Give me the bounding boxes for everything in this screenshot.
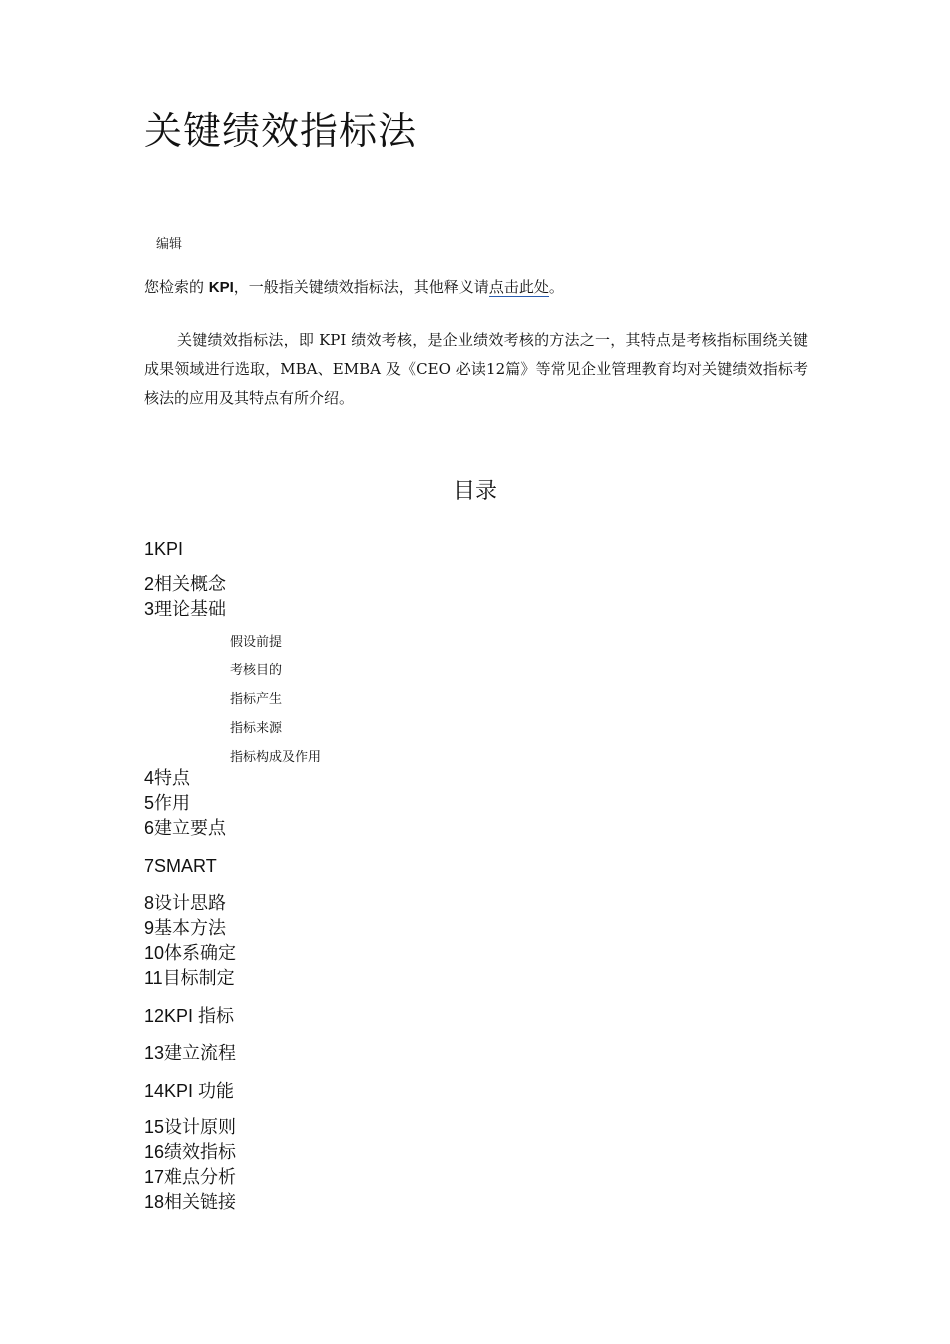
toc-item-label: 体系确定: [164, 943, 237, 964]
toc-item-label: 假设前提: [230, 635, 283, 650]
toc-item-label: KPI 功能: [164, 1081, 235, 1101]
toc-item-label: 基本方法: [154, 918, 227, 939]
toc-item-label: 作用: [154, 793, 191, 814]
edit-link[interactable]: 编辑: [156, 237, 183, 252]
toc-item-label: KPI: [154, 539, 184, 559]
toc-item[interactable]: [144, 816, 226, 841]
toc-item[interactable]: [144, 537, 183, 562]
toc-subitem[interactable]: [230, 749, 321, 767]
toc-item-number: 17: [144, 1167, 165, 1187]
toc-item[interactable]: [144, 1004, 234, 1029]
toc-item-label: 建立要点: [154, 818, 227, 839]
toc-item[interactable]: [144, 891, 226, 916]
toc-item-label: 理论基础: [154, 599, 227, 620]
disambiguation-middle: ，一般指关键绩效指标法，其他释义请: [233, 278, 489, 296]
toc-item[interactable]: [144, 1115, 236, 1140]
toc-item-number: 4: [144, 768, 155, 788]
toc-item[interactable]: [144, 597, 226, 622]
disambiguation-suffix: 。: [548, 278, 564, 296]
other-meanings-link[interactable]: 点击此处: [488, 278, 549, 296]
toc-item[interactable]: [144, 966, 235, 991]
toc-item[interactable]: [144, 1041, 236, 1066]
toc-item-number: 6: [144, 818, 155, 838]
page-title: 关键绩效指标法: [144, 109, 418, 153]
disambiguation-prefix: 您检索的: [144, 278, 209, 296]
toc-item[interactable]: [144, 1079, 234, 1104]
toc-item-label: 相关链接: [164, 1192, 237, 1213]
toc-item[interactable]: [144, 766, 190, 791]
toc-item-number: 1: [144, 539, 155, 559]
toc-item-label: 指标构成及作用: [230, 750, 322, 765]
toc-item-label: SMART: [154, 856, 217, 876]
toc-item-number: 8: [144, 893, 155, 913]
toc-item[interactable]: [144, 916, 226, 941]
toc-item-label: 难点分析: [164, 1167, 237, 1188]
toc-item[interactable]: [144, 1140, 236, 1165]
intro-paragraph: 关键绩效指标法，即 KPI 绩效考核，是企业绩效考核的方法之一，其特点是考核指标围绕关键成果领域进行选取，MBA、EMBA 及《CEO 必读12篇》等常见企业管理教育均对关键绩效指标考核法的应用及其特点有所介绍。: [144, 331, 808, 407]
toc-item-label: 设计原则: [164, 1117, 237, 1138]
toc-item-label: 设计思路: [154, 893, 227, 914]
toc-item-label: 指标产生: [230, 692, 283, 707]
toc-subitem[interactable]: [230, 720, 282, 738]
toc-item-number: 10: [144, 943, 165, 963]
search-keyword: KPI: [208, 279, 234, 296]
toc-item-label: 特点: [154, 768, 191, 789]
toc-item-number: 5: [144, 793, 155, 813]
toc-item-number: 2: [144, 574, 155, 594]
toc-item-label: 相关概念: [154, 574, 227, 595]
toc-item-label: 目标制定: [162, 968, 235, 989]
toc-item-number: 13: [144, 1043, 165, 1063]
toc-item[interactable]: [144, 791, 190, 816]
toc-item-number: 15: [144, 1117, 165, 1137]
toc-item-label: KPI 指标: [164, 1006, 235, 1026]
toc-item[interactable]: [144, 1190, 236, 1215]
toc-item-number: 3: [144, 599, 155, 619]
toc-item-number: 14: [144, 1081, 165, 1101]
toc-item-label: 考核目的: [230, 663, 283, 678]
toc-item-number: 12: [144, 1006, 165, 1026]
toc-item-number: 16: [144, 1142, 165, 1162]
toc-item-number: 7: [144, 856, 155, 876]
toc-item-label: 指标来源: [230, 721, 283, 736]
toc-item[interactable]: [144, 854, 217, 879]
toc-item-number: 11: [144, 968, 163, 988]
toc-item-number: 9: [144, 918, 155, 938]
toc-subitem[interactable]: [230, 691, 282, 709]
toc-item[interactable]: [144, 941, 236, 966]
toc-item-number: 18: [144, 1192, 165, 1212]
toc-item[interactable]: [144, 1165, 236, 1190]
toc-subitem[interactable]: [230, 662, 282, 680]
toc-item-label: 建立流程: [164, 1043, 237, 1064]
toc-item-label: 绩效指标: [164, 1142, 237, 1163]
toc-heading: 目录: [452, 479, 497, 504]
toc-subitem[interactable]: [230, 634, 282, 652]
toc-item[interactable]: [144, 572, 226, 597]
